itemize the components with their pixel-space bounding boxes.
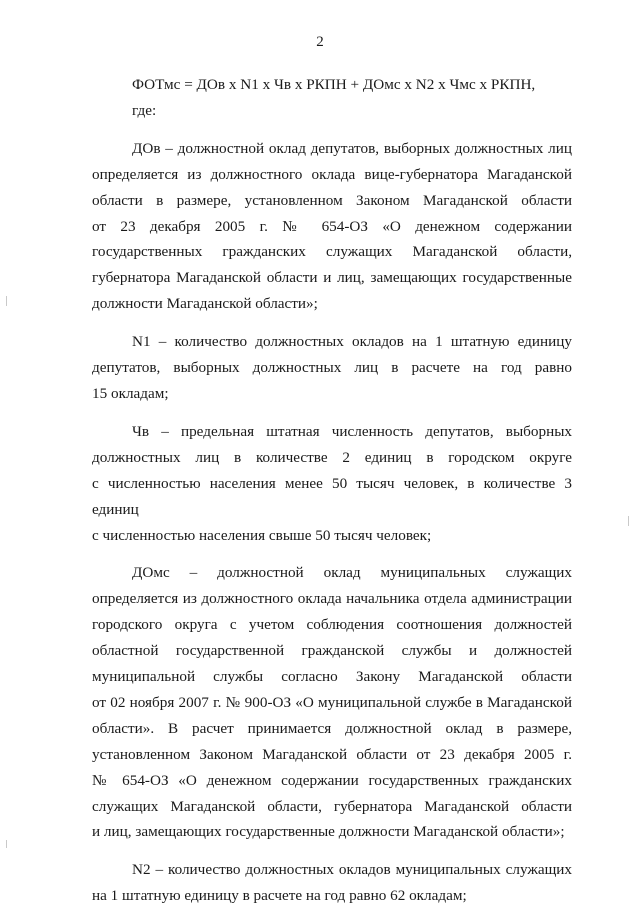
paragraph-line: на 1 штатную единицу в расчете на год равно 62 окладам;	[92, 887, 467, 905]
paragraph-line: от 02 ноября 2007 г. № 900-ОЗ «О муниципальной службе в Магаданской	[92, 693, 572, 711]
paragraph-line: ДОмс – должностной оклад муниципальных служащих	[132, 564, 572, 582]
paragraph-line: с численностью населения менее 50 тысяч человек, в количестве 3 единиц	[92, 474, 572, 518]
paragraph-line: определяется из должностного оклада вице-губернатора Магаданской	[92, 165, 572, 183]
paragraph-line: N1 – количество должностных окладов на 1 штатную единицу	[132, 333, 572, 351]
paragraph-n1	[92, 329, 572, 407]
paragraph-line: депутатов, выборных должностных лиц в расчете на год равно	[92, 359, 572, 377]
scan-artifact-left-lower	[6, 840, 7, 848]
paragraph-line: определяется из должностного оклада начальника отдела администрации	[92, 590, 572, 608]
scan-artifact-left	[6, 296, 7, 306]
paragraph-line: государственных гражданских служащих Магаданской области,	[92, 243, 572, 261]
paragraph-chv	[92, 419, 572, 549]
paragraph-line: № 654-ОЗ «О денежном содержании государственных гражданских	[92, 771, 572, 789]
paragraph-line: Чв – предельная штатная численность депутатов, выборных	[132, 422, 572, 440]
paragraph-line: должности Магаданской области»;	[92, 295, 318, 313]
paragraph-line: ДОв – должностной оклад депутатов, выборных должностных лиц	[132, 139, 572, 157]
paragraph-n2	[92, 857, 572, 909]
scan-artifact-right	[628, 516, 629, 526]
page-number: 2	[316, 34, 324, 50]
paragraph-dov	[92, 136, 572, 317]
paragraph-line: губернатора Магаданской области и лиц, замещающих государственные	[92, 269, 572, 287]
paragraph-line: установленном Законом Магаданской области от 23 декабря 2005 г.	[92, 745, 572, 763]
paragraph-line: с численностью населения свыше 50 тысяч человек;	[92, 526, 432, 544]
paragraph-line: N2 – количество должностных окладов муниципальных служащих	[132, 861, 572, 879]
document-body	[92, 72, 572, 921]
paragraph-line: областной государственной гражданской службы и должностей	[92, 642, 572, 660]
where-label: где:	[132, 101, 157, 119]
paragraph-line: муниципальной службы согласно Закону Магаданской области	[92, 668, 572, 686]
formula: ФОТмс = ДОв x N1 x Чв x РКПН + ДОмс x N2 x Чмс x РКПН,	[132, 76, 536, 93]
paragraph-line: и лиц, замещающих государственные должности Магаданской области»;	[92, 823, 565, 841]
paragraph-line: должностных лиц в количестве 2 единиц в городском округе	[92, 448, 572, 466]
paragraph-line: городского округа с учетом соблюдения соотношения должностей	[92, 616, 572, 634]
paragraph-doms	[92, 560, 572, 845]
paragraph-line: от 23 декабря 2005 г. № 654-ОЗ «О денежном содержании	[92, 217, 572, 235]
paragraph-line: области в размере, установленном Законом Магаданской области	[92, 191, 572, 209]
paragraph-line: служащих Магаданской области, губернатора Магаданской области	[92, 797, 572, 815]
paragraph-line: области». В расчет принимается должностной оклад в размере,	[92, 719, 572, 737]
paragraph-line: 15 окладам;	[92, 384, 169, 402]
